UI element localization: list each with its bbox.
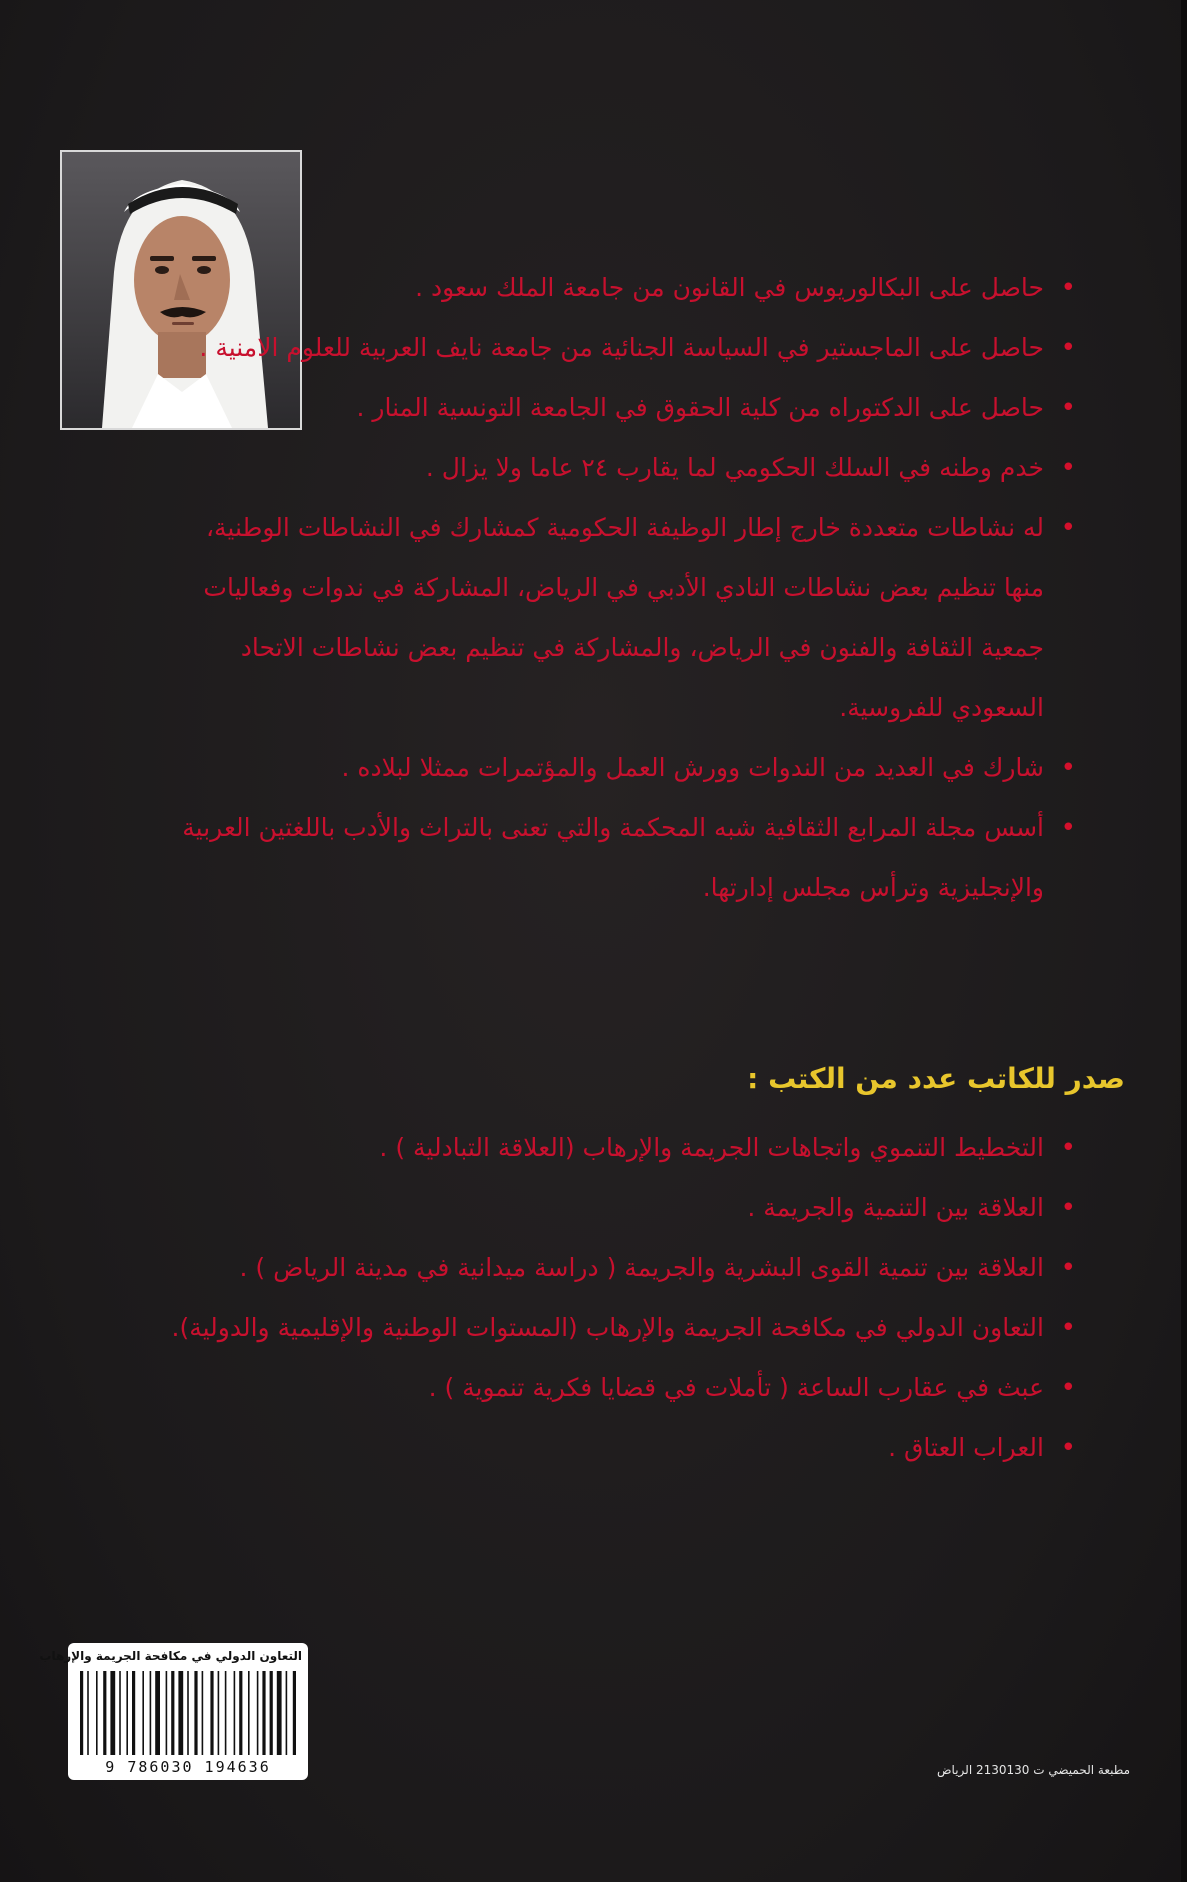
barcode-bar	[110, 1671, 115, 1755]
barcode-bar	[87, 1671, 89, 1755]
books-list	[170, 1118, 1080, 1478]
bio-item	[170, 738, 1080, 798]
book-title: العلاقة بين تنمية القوى البشرية والجريمة ( دراسة ميدانية في مدينة الرياض ) .	[239, 1253, 1044, 1282]
bullet-icon: •	[1060, 1313, 1076, 1343]
bio-item	[170, 318, 1080, 378]
barcode-bar	[277, 1671, 282, 1755]
bullet-icon: •	[1060, 333, 1076, 363]
book-title: العلاقة بين التنمية والجريمة .	[747, 1193, 1044, 1222]
bio-item-text: خدم وطنه في السلك الحكومي لما يقارب ٢٤ عاما ولا يزال .	[425, 453, 1044, 482]
bullet-icon: •	[1060, 1253, 1076, 1283]
barcode-bar	[119, 1671, 121, 1755]
barcode-bar	[96, 1671, 98, 1755]
author-bio-list	[170, 258, 1080, 918]
barcode-bar	[210, 1671, 213, 1755]
barcode-bar	[286, 1671, 288, 1755]
books-list-section	[170, 1118, 1080, 1478]
barcode-bar	[270, 1671, 273, 1755]
bio-item	[170, 258, 1080, 318]
bullet-icon: •	[1060, 1133, 1076, 1163]
barcode-digits: 9 786030 194636	[105, 1758, 271, 1776]
bullet-icon: •	[1060, 393, 1076, 423]
book-item	[170, 1118, 1080, 1178]
book-item	[170, 1298, 1080, 1358]
bio-item-text: شارك في العديد من الندوات وورش العمل والمؤتمرات ممثلا لبلاده .	[341, 753, 1044, 782]
barcode-bar	[262, 1671, 265, 1755]
bullet-icon: •	[1060, 813, 1076, 843]
book-title: التعاون الدولي في مكافحة الجريمة والإرهاب (المستوات الوطنية والإقليمية والدولية).	[171, 1313, 1044, 1342]
barcode-bar	[194, 1671, 197, 1755]
barcode-bar	[202, 1671, 204, 1755]
barcode-bar	[142, 1671, 144, 1755]
bullet-icon: •	[1060, 453, 1076, 483]
book-item	[170, 1178, 1080, 1238]
barcode-bar	[225, 1671, 227, 1755]
barcode-title: التعاون الدولي في مكافحة الجريمة والإرهاب	[39, 1649, 302, 1663]
bio-item-text: حاصل على البكالوريوس في القانون من جامعة الملك سعود .	[415, 273, 1044, 302]
barcode-bar	[218, 1671, 220, 1755]
barcode-bar	[257, 1671, 259, 1755]
bio-item-text: حاصل على الماجستير في السياسة الجنائية من جامعة نايف العربية للعلوم الامنية .	[199, 333, 1044, 362]
books-heading: صدر للكاتب عدد من الكتب :	[747, 1062, 1125, 1095]
bullet-icon: •	[1060, 1373, 1076, 1403]
barcode-bar	[155, 1671, 160, 1755]
bio-item	[170, 798, 1080, 918]
bullet-icon: •	[1060, 273, 1076, 303]
barcode-bar	[150, 1671, 152, 1755]
book-title: العراب العتاق .	[888, 1433, 1044, 1462]
barcode-bar	[171, 1671, 174, 1755]
book-title: التخطيط التنموي واتجاهات الجريمة والإرهاب (العلاقة التبادلية ) .	[379, 1133, 1044, 1162]
barcode-bar	[178, 1671, 183, 1755]
bio-item	[170, 498, 1080, 738]
bio-item-text: حاصل على الدكتوراه من كلية الحقوق في الجامعة التونسية المنار .	[356, 393, 1044, 422]
book-item	[170, 1238, 1080, 1298]
book-title: عبث في عقارب الساعة ( تأملات في قضايا فكرية تنموية ) .	[428, 1373, 1044, 1402]
book-item	[170, 1358, 1080, 1418]
barcode-bar	[80, 1671, 83, 1755]
bio-item-text: أسس مجلة المرابع الثقافية شبه المحكمة والتي تعنى بالتراث والأدب باللغتين العربية والإنجليزية وترأس مجلس إدارتها.	[182, 813, 1044, 902]
barcode-bar	[248, 1671, 250, 1755]
barcode-bar	[234, 1671, 236, 1755]
bullet-icon: •	[1060, 1193, 1076, 1223]
barcode-bar	[187, 1671, 189, 1755]
isbn-barcode	[39, 1643, 308, 1780]
barcode-bar	[103, 1671, 106, 1755]
cover-edge	[1181, 0, 1187, 1882]
bullet-icon: •	[1060, 1433, 1076, 1463]
bio-item-text: له نشاطات متعددة خارج إطار الوظيفة الحكومية كمشارك في النشاطات الوطنية، منها تنظيم بعض نشاطات النادي الأدبي في الرياض، المشاركة في ندوات وفعاليات جمعية الثقافة والفنون في الرياض، والمشاركة في تنظيم بعض نشاطات الاتحاد السعودي للفروسية.	[203, 513, 1044, 722]
bio-item	[170, 378, 1080, 438]
book-item	[170, 1418, 1080, 1478]
bullet-icon: •	[1060, 513, 1076, 543]
printer-credit: مطبعة الحميضي ت 2130130 الرياض	[937, 1763, 1130, 1777]
barcode-bar	[166, 1671, 168, 1755]
barcode-bar	[132, 1671, 135, 1755]
barcode-bar	[239, 1671, 242, 1755]
author-bio	[170, 258, 1080, 918]
bio-item	[170, 438, 1080, 498]
bullet-icon: •	[1060, 753, 1076, 783]
barcode-bar	[126, 1671, 128, 1755]
barcode-bar	[293, 1671, 296, 1755]
